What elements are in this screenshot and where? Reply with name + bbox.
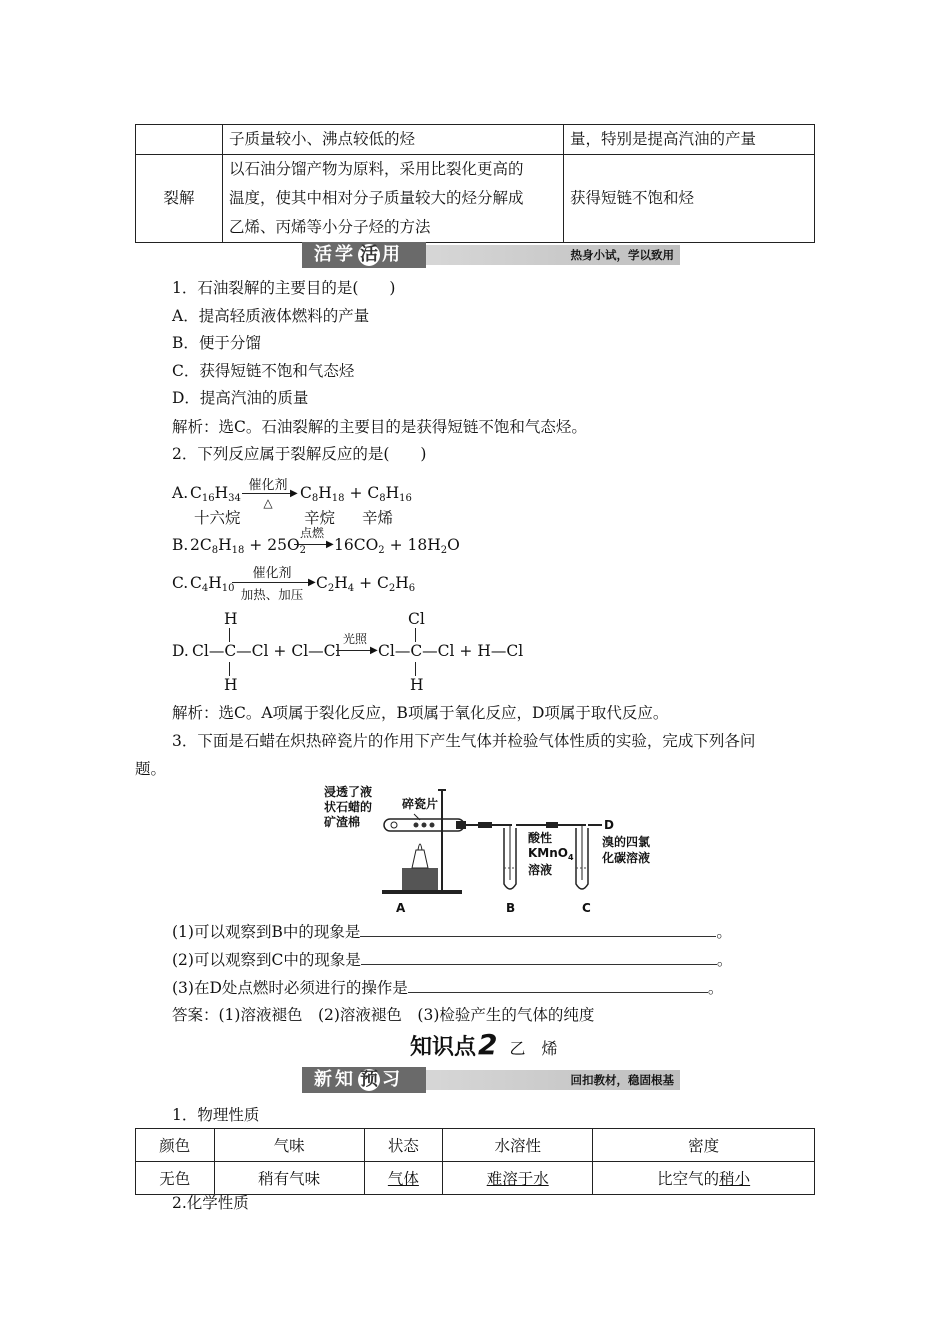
underlined-answer: 稍小 [719, 1170, 751, 1188]
table-cell: 子质量较小、沸点较低的烃 [223, 125, 564, 155]
table-header: 状态 [364, 1129, 443, 1162]
compound-name: 辛烷 [304, 509, 336, 527]
equation-c [172, 562, 592, 602]
atom: Cl [408, 610, 425, 628]
option-label: D. [172, 642, 189, 660]
table-cell [223, 155, 564, 243]
stand-base [382, 890, 462, 894]
banner-char: 学 [335, 244, 356, 265]
arrow-head: ▶ [308, 577, 316, 588]
condition-top: 催化剂 [252, 566, 292, 581]
banner-char-circled: 活 [360, 244, 378, 265]
bond [229, 662, 230, 676]
density-prefix: 比空气的 [657, 1170, 720, 1188]
formula: $C_2H_4 + C_2H_6$ [316, 574, 416, 594]
condition-top: 催化剂 [248, 478, 288, 493]
knowledge-title: 知识点 [410, 1035, 477, 1060]
analysis: 解析：选C。石油裂解的主要目的是获得短链不饱和气态烃。 [172, 418, 587, 436]
option-label: B. [172, 536, 189, 554]
lamp-block [402, 868, 438, 890]
underlined-answer: 气体 [387, 1170, 419, 1188]
flame [418, 844, 422, 850]
banner-char: 新 [314, 1069, 335, 1090]
rubber-joint [478, 822, 492, 828]
section-banner-preview [302, 1067, 680, 1093]
compound-name: 十六烷 [194, 509, 241, 527]
label-porcelain: 碎瓷片 [402, 797, 439, 811]
porcelain-piece [414, 823, 419, 828]
formula: Cl—C—Cl + H—Cl [378, 642, 524, 660]
formula: $2C_8H_{18} + 25O_2$ [190, 536, 307, 556]
condition-bottom: 加热、加压 [240, 587, 304, 602]
option: D．提高汽油的质量 [172, 389, 309, 407]
atom: H [224, 676, 238, 694]
label-d: D [604, 818, 614, 832]
label-br-1: 溴的四氯 [602, 835, 651, 849]
question-stem: 2．下列反应属于裂解反应的是( ) [172, 445, 427, 463]
formula: $C_{16}H_{34}$ [190, 484, 241, 504]
table-header: 密度 [593, 1129, 815, 1162]
analysis: 解析：选C。A项属于裂化反应，B项属于氧化反应，D项属于取代反应。 [172, 704, 669, 722]
table-cell [593, 1162, 815, 1195]
formula: $C_8H_{18} + C_8H_{16}$ [300, 484, 412, 504]
porcelain-piece [430, 823, 435, 828]
knowledge-point-heading [410, 1028, 558, 1061]
condition-top: 光照 [342, 632, 367, 646]
reaction-arrow [242, 493, 294, 494]
option: B．便于分馏 [172, 334, 261, 352]
atom: H [410, 676, 424, 694]
option-label: A. [172, 484, 189, 502]
formula: Cl—C—Cl + Cl—Cl [192, 642, 341, 660]
table-cell [443, 1162, 593, 1195]
formula: $16CO_2 + 18H_2O$ [334, 536, 460, 556]
answer: 答案：(1)溶液褪色 (2)溶液褪色 (3)检验产生的气体的纯度 [172, 1006, 595, 1024]
answer-blank[interactable] [361, 950, 717, 965]
cracking-table [135, 124, 815, 243]
label-b: B [506, 901, 516, 915]
table-header: 水溶性 [443, 1129, 593, 1162]
banner-title [302, 242, 426, 268]
reaction-arrow [232, 582, 312, 583]
cotton [391, 822, 397, 828]
banner-char: 用 [382, 244, 403, 265]
answer-blank[interactable] [408, 978, 708, 993]
option-label: C. [172, 574, 189, 592]
table-row [136, 125, 815, 155]
label-cotton-3: 矿渣棉 [324, 815, 361, 829]
question-stem: 3．下面是石蜡在炽热碎瓷片的作用下产生气体并检验气体性质的实验，完成下列各问 [172, 732, 756, 750]
equation-d [172, 610, 592, 694]
label-a: A [396, 901, 406, 915]
arrow-head: ▶ [290, 488, 298, 499]
banner-char: 知 [335, 1069, 356, 1090]
physical-properties-table [135, 1128, 815, 1195]
table-cell: 稍有气味 [214, 1162, 364, 1195]
stopper [456, 821, 466, 829]
table-header-row [136, 1129, 815, 1162]
arrow-head: ▶ [326, 539, 334, 550]
table-cell [136, 125, 223, 155]
sub-question: (1)可以观察到B中的现象是 。 [172, 923, 732, 941]
knowledge-topic: 乙 烯 [509, 1039, 558, 1058]
question-stem-cont: 题。 [135, 760, 167, 778]
label-kmno4-3: 溶液 [528, 863, 553, 877]
banner-char: 习 [382, 1069, 403, 1090]
answer-blank[interactable] [360, 922, 716, 937]
condition-top: 点燃 [299, 526, 324, 540]
banner-char-circled: 预 [360, 1069, 378, 1090]
label-kmno4-2: KMnO$_4$ [528, 846, 574, 862]
cell-line: 以石油分馏产物为原料，采用比裂化更高的 [229, 160, 524, 178]
bond [415, 628, 416, 642]
table-cell: 量，特别是提高汽油的产量 [564, 125, 815, 155]
table-row [136, 1162, 815, 1195]
option: C．获得短链不饱和气态烃 [172, 362, 355, 380]
table-row [136, 155, 815, 243]
arrow-head: ▶ [370, 645, 378, 656]
label-cotton-2: 状石蜡的 [324, 800, 373, 814]
equation-a [172, 474, 592, 527]
cell-line: 乙烯、丙烯等小分子烃的方法 [229, 218, 431, 236]
table-cell: 获得短链不饱和烃 [564, 155, 815, 243]
table-cell [364, 1162, 443, 1195]
bond [415, 662, 416, 676]
knowledge-number: 2 [478, 1028, 498, 1061]
banner-slogan: 热身小试，学以致用 [570, 248, 674, 262]
atom: H [224, 610, 238, 628]
section-heading: 1．物理性质 [172, 1106, 260, 1124]
equation-b [172, 524, 592, 558]
apparatus-figure [320, 780, 651, 918]
bond [229, 628, 230, 642]
question-stem: 1．石油裂解的主要目的是( ) [172, 279, 396, 297]
condition-bottom: △ [263, 496, 273, 510]
section-banner-apply [302, 242, 680, 268]
banner-slogan: 回扣教材，稳固根基 [570, 1073, 674, 1087]
option: A．提高轻质液体燃料的产量 [172, 307, 370, 325]
compound-name: 辛烯 [362, 509, 394, 527]
label-c: C [582, 901, 591, 915]
section-heading: 2.化学性质 [172, 1194, 249, 1212]
table-header: 气味 [214, 1129, 364, 1162]
label-br-2: 化碳溶液 [602, 851, 651, 865]
banner-char: 活 [314, 244, 335, 265]
sub-question: (2)可以观察到C中的现象是 。 [172, 951, 733, 969]
label-cotton-1: 浸透了液 [324, 785, 373, 799]
reaction-arrow [294, 544, 330, 545]
sub-question: (3)在D处点燃时必须进行的操作是 。 [172, 979, 724, 997]
cell-line: 温度，使其中相对分子质量较大的烃分解成 [229, 189, 524, 207]
underlined-answer: 难溶于水 [486, 1170, 549, 1188]
rubber-joint [546, 822, 558, 828]
porcelain-piece [422, 823, 427, 828]
reaction-arrow [336, 650, 374, 651]
table-cell: 无色 [136, 1162, 215, 1195]
banner-title [302, 1067, 426, 1093]
formula: $C_4H_{10}$ [190, 574, 235, 594]
table-header: 颜色 [136, 1129, 215, 1162]
alcohol-lamp [412, 850, 428, 868]
table-cell-name: 裂解 [136, 155, 223, 243]
label-kmno4-1: 酸性 [528, 831, 553, 845]
